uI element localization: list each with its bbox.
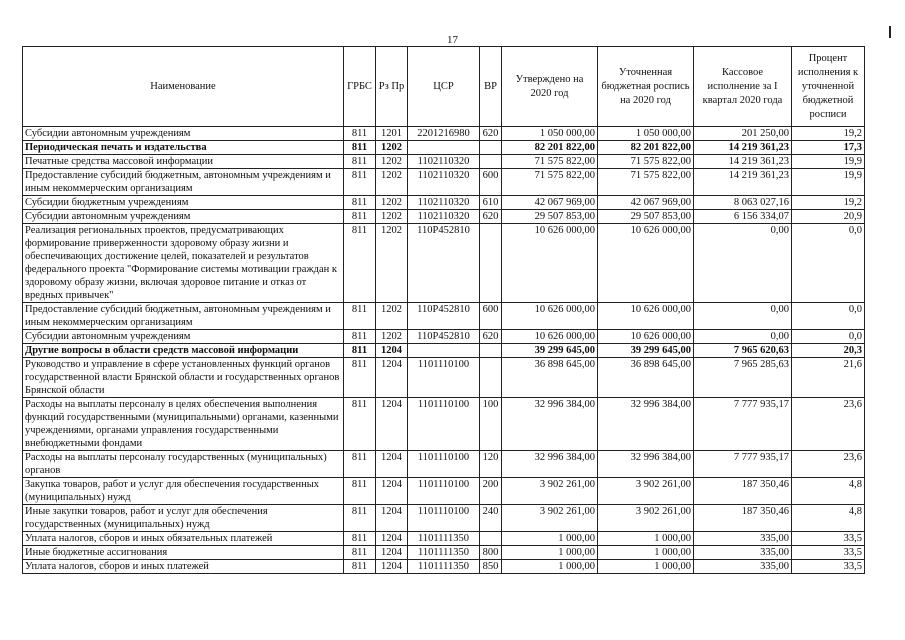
cell-grbs: 811 <box>344 478 376 505</box>
cell-percent: 23,6 <box>792 398 865 451</box>
table-row <box>23 532 865 546</box>
cell-rzpr: 1201 <box>376 127 408 141</box>
cell-csr: 1102110320 <box>408 196 480 210</box>
cell-name: Периодическая печать и издательства <box>23 141 344 155</box>
cell-csr: 110Р452810 <box>408 224 480 303</box>
cell-grbs: 811 <box>344 127 376 141</box>
cell-name: Расходы на выплаты персоналу государственных (муниципальных) органов <box>23 451 344 478</box>
table-row <box>23 560 865 574</box>
cell-vr: 620 <box>480 127 502 141</box>
cell-name: Субсидии автономным учреждениям <box>23 127 344 141</box>
cell-rzpr: 1204 <box>376 546 408 560</box>
cell-csr: 1102110320 <box>408 169 480 196</box>
cell-csr <box>408 141 480 155</box>
cell-cash: 7 777 935,17 <box>694 398 792 451</box>
cell-csr: 1101110100 <box>408 358 480 398</box>
cell-csr: 110Р452810 <box>408 303 480 330</box>
cell-approved: 71 575 822,00 <box>502 169 598 196</box>
cell-vr: 600 <box>480 303 502 330</box>
table-row <box>23 210 865 224</box>
cell-approved: 10 626 000,00 <box>502 224 598 303</box>
cell-grbs: 811 <box>344 505 376 532</box>
cell-approved: 36 898 645,00 <box>502 358 598 398</box>
cell-vr: 240 <box>480 505 502 532</box>
cell-vr <box>480 224 502 303</box>
cell-vr <box>480 532 502 546</box>
cell-approved: 1 000,00 <box>502 560 598 574</box>
cell-name: Предоставление субсидий бюджетным, автономным учреждениям и иным некоммерческим организациям <box>23 169 344 196</box>
cell-grbs: 811 <box>344 224 376 303</box>
cell-approved: 3 902 261,00 <box>502 478 598 505</box>
cell-rzpr: 1204 <box>376 451 408 478</box>
cell-cash: 335,00 <box>694 560 792 574</box>
cell-percent: 33,5 <box>792 546 865 560</box>
cell-vr: 120 <box>480 451 502 478</box>
cell-percent: 4,8 <box>792 505 865 532</box>
cell-name: Субсидии бюджетным учреждениям <box>23 196 344 210</box>
cell-vr <box>480 358 502 398</box>
cell-grbs: 811 <box>344 155 376 169</box>
cell-refined: 42 067 969,00 <box>598 196 694 210</box>
cell-csr: 110Р452810 <box>408 330 480 344</box>
cell-name: Уплата налогов, сборов и иных обязательных платежей <box>23 532 344 546</box>
header-percent: Процент исполнения к уточненной бюджетной росписи <box>792 47 865 127</box>
cell-approved: 82 201 822,00 <box>502 141 598 155</box>
cell-vr: 610 <box>480 196 502 210</box>
cell-name: Закупка товаров, работ и услуг для обеспечения государственных (муниципальных) нужд <box>23 478 344 505</box>
cell-cash: 0,00 <box>694 330 792 344</box>
cell-csr: 1101110100 <box>408 398 480 451</box>
cell-name: Печатные средства массовой информации <box>23 155 344 169</box>
cell-csr: 1101111350 <box>408 546 480 560</box>
cell-grbs: 811 <box>344 303 376 330</box>
header-csr: ЦСР <box>408 47 480 127</box>
scan-mark <box>889 26 891 38</box>
cell-vr: 100 <box>480 398 502 451</box>
cell-name: Иные закупки товаров, работ и услуг для обеспечения государственных (муниципальных) нужд <box>23 505 344 532</box>
cell-vr: 620 <box>480 330 502 344</box>
cell-refined: 39 299 645,00 <box>598 344 694 358</box>
table-row <box>23 478 865 505</box>
table-row <box>23 155 865 169</box>
cell-rzpr: 1202 <box>376 330 408 344</box>
cell-percent: 33,5 <box>792 560 865 574</box>
cell-vr <box>480 155 502 169</box>
cell-rzpr: 1202 <box>376 224 408 303</box>
table-row <box>23 546 865 560</box>
cell-name: Уплата налогов, сборов и иных платежей <box>23 560 344 574</box>
cell-cash: 187 350,46 <box>694 505 792 532</box>
cell-approved: 10 626 000,00 <box>502 330 598 344</box>
cell-percent: 19,2 <box>792 127 865 141</box>
cell-refined: 3 902 261,00 <box>598 478 694 505</box>
cell-approved: 32 996 384,00 <box>502 398 598 451</box>
cell-approved: 1 050 000,00 <box>502 127 598 141</box>
cell-grbs: 811 <box>344 169 376 196</box>
header-rzpr: Рз Пр <box>376 47 408 127</box>
cell-refined: 1 000,00 <box>598 560 694 574</box>
cell-percent: 21,6 <box>792 358 865 398</box>
cell-grbs: 811 <box>344 196 376 210</box>
budget-table <box>22 46 865 574</box>
cell-name: Реализация региональных проектов, предусматривающих формирование приверженности здоровому образу жизни и обеспечивающих достижение целей, показателей и результатов федерального проекта "Формирование системы мотивации граждан к здоровому образу жизни, включая здоровое питание и отказ от вредных привычек" <box>23 224 344 303</box>
cell-grbs: 811 <box>344 344 376 358</box>
cell-csr: 1101111350 <box>408 532 480 546</box>
cell-csr: 1101111350 <box>408 560 480 574</box>
cell-vr <box>480 141 502 155</box>
header-approved: Утверждено на 2020 год <box>502 47 598 127</box>
table-row <box>23 505 865 532</box>
cell-approved: 32 996 384,00 <box>502 451 598 478</box>
cell-approved: 10 626 000,00 <box>502 303 598 330</box>
cell-grbs: 811 <box>344 532 376 546</box>
header-cash: Кассовое исполнение за I квартал 2020 года <box>694 47 792 127</box>
cell-approved: 29 507 853,00 <box>502 210 598 224</box>
cell-cash: 0,00 <box>694 303 792 330</box>
cell-rzpr: 1204 <box>376 358 408 398</box>
cell-refined: 32 996 384,00 <box>598 451 694 478</box>
cell-cash: 6 156 334,07 <box>694 210 792 224</box>
cell-approved: 71 575 822,00 <box>502 155 598 169</box>
cell-cash: 0,00 <box>694 224 792 303</box>
cell-grbs: 811 <box>344 451 376 478</box>
cell-rzpr: 1204 <box>376 532 408 546</box>
cell-rzpr: 1204 <box>376 398 408 451</box>
cell-csr: 1101110100 <box>408 505 480 532</box>
cell-cash: 14 219 361,23 <box>694 141 792 155</box>
cell-csr: 1101110100 <box>408 451 480 478</box>
cell-name: Иные бюджетные ассигнования <box>23 546 344 560</box>
cell-refined: 3 902 261,00 <box>598 505 694 532</box>
table-row <box>23 303 865 330</box>
cell-cash: 201 250,00 <box>694 127 792 141</box>
cell-percent: 4,8 <box>792 478 865 505</box>
table-body <box>23 127 865 574</box>
cell-cash: 14 219 361,23 <box>694 155 792 169</box>
cell-percent: 19,9 <box>792 155 865 169</box>
cell-rzpr: 1202 <box>376 210 408 224</box>
cell-vr: 200 <box>480 478 502 505</box>
cell-csr: 2201216980 <box>408 127 480 141</box>
cell-refined: 10 626 000,00 <box>598 224 694 303</box>
cell-refined: 1 000,00 <box>598 532 694 546</box>
cell-csr <box>408 344 480 358</box>
cell-grbs: 811 <box>344 330 376 344</box>
cell-approved: 39 299 645,00 <box>502 344 598 358</box>
cell-cash: 7 965 620,63 <box>694 344 792 358</box>
cell-percent: 0,0 <box>792 303 865 330</box>
table-row <box>23 451 865 478</box>
cell-cash: 7 965 285,63 <box>694 358 792 398</box>
cell-name: Расходы на выплаты персоналу в целях обеспечения выполнения функций государственными (муниципальными) органами, казенными учреждениями, органами управления государственными внебюджетными фондами <box>23 398 344 451</box>
cell-refined: 71 575 822,00 <box>598 169 694 196</box>
cell-refined: 1 050 000,00 <box>598 127 694 141</box>
cell-percent: 0,0 <box>792 224 865 303</box>
cell-rzpr: 1202 <box>376 196 408 210</box>
cell-name: Субсидии автономным учреждениям <box>23 210 344 224</box>
table-row <box>23 398 865 451</box>
cell-csr: 1102110320 <box>408 155 480 169</box>
cell-refined: 32 996 384,00 <box>598 398 694 451</box>
cell-vr: 620 <box>480 210 502 224</box>
table-row <box>23 141 865 155</box>
table-row <box>23 127 865 141</box>
cell-refined: 10 626 000,00 <box>598 330 694 344</box>
cell-refined: 82 201 822,00 <box>598 141 694 155</box>
cell-percent: 19,2 <box>792 196 865 210</box>
header-refined: Уточненная бюджетная роспись на 2020 год <box>598 47 694 127</box>
cell-percent: 20,9 <box>792 210 865 224</box>
cell-vr: 600 <box>480 169 502 196</box>
cell-name: Субсидии автономным учреждениям <box>23 330 344 344</box>
cell-cash: 335,00 <box>694 546 792 560</box>
cell-rzpr: 1202 <box>376 155 408 169</box>
cell-grbs: 811 <box>344 546 376 560</box>
cell-rzpr: 1202 <box>376 303 408 330</box>
cell-cash: 187 350,46 <box>694 478 792 505</box>
cell-csr: 1102110320 <box>408 210 480 224</box>
cell-percent: 0,0 <box>792 330 865 344</box>
cell-approved: 1 000,00 <box>502 546 598 560</box>
cell-refined: 36 898 645,00 <box>598 358 694 398</box>
table-row <box>23 344 865 358</box>
table-row <box>23 196 865 210</box>
cell-percent: 23,6 <box>792 451 865 478</box>
cell-name: Предоставление субсидий бюджетным, автономным учреждениям и иным некоммерческим организациям <box>23 303 344 330</box>
cell-refined: 29 507 853,00 <box>598 210 694 224</box>
cell-name: Другие вопросы в области средств массовой информации <box>23 344 344 358</box>
cell-vr: 850 <box>480 560 502 574</box>
cell-grbs: 811 <box>344 141 376 155</box>
cell-grbs: 811 <box>344 210 376 224</box>
cell-percent: 19,9 <box>792 169 865 196</box>
cell-approved: 42 067 969,00 <box>502 196 598 210</box>
cell-rzpr: 1204 <box>376 478 408 505</box>
table-header-row <box>23 47 865 127</box>
cell-cash: 14 219 361,23 <box>694 169 792 196</box>
cell-csr: 1101110100 <box>408 478 480 505</box>
cell-cash: 8 063 027,16 <box>694 196 792 210</box>
cell-rzpr: 1202 <box>376 141 408 155</box>
page-number: 17 <box>447 34 458 46</box>
table-row <box>23 330 865 344</box>
cell-refined: 10 626 000,00 <box>598 303 694 330</box>
cell-vr <box>480 344 502 358</box>
cell-grbs: 811 <box>344 398 376 451</box>
table-row <box>23 358 865 398</box>
table-row <box>23 224 865 303</box>
cell-rzpr: 1204 <box>376 505 408 532</box>
header-name: Наименование <box>23 47 344 127</box>
cell-rzpr: 1204 <box>376 560 408 574</box>
cell-percent: 33,5 <box>792 532 865 546</box>
cell-refined: 1 000,00 <box>598 546 694 560</box>
cell-vr: 800 <box>480 546 502 560</box>
table-row <box>23 169 865 196</box>
cell-rzpr: 1204 <box>376 344 408 358</box>
cell-grbs: 811 <box>344 358 376 398</box>
header-grbs: ГРБС <box>344 47 376 127</box>
cell-cash: 7 777 935,17 <box>694 451 792 478</box>
cell-name: Руководство и управление в сфере установленных функций органов государственной власти Брянской области и государственных органов Брянской области <box>23 358 344 398</box>
header-vr: ВР <box>480 47 502 127</box>
cell-approved: 1 000,00 <box>502 532 598 546</box>
cell-percent: 17,3 <box>792 141 865 155</box>
cell-approved: 3 902 261,00 <box>502 505 598 532</box>
cell-cash: 335,00 <box>694 532 792 546</box>
cell-grbs: 811 <box>344 560 376 574</box>
cell-rzpr: 1202 <box>376 169 408 196</box>
cell-percent: 20,3 <box>792 344 865 358</box>
cell-refined: 71 575 822,00 <box>598 155 694 169</box>
